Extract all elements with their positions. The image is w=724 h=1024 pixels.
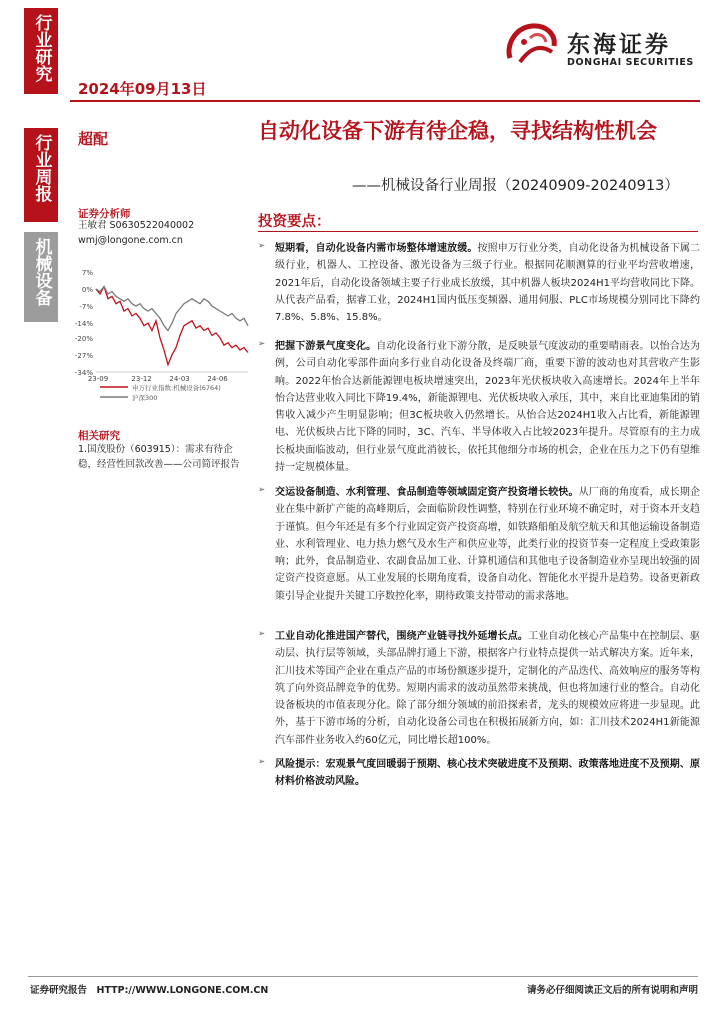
series-line-2 (96, 287, 248, 331)
footer-divider (28, 976, 698, 977)
report-date: 2024年09月13日 (78, 80, 207, 98)
side-tab-sector (24, 232, 58, 322)
side-tab-label: 行业研究 (31, 14, 52, 82)
side-tab-label: 行业周报 (31, 134, 52, 202)
bullet-arrow-icon: ➢ (258, 485, 266, 495)
company-logo-icon (500, 18, 562, 70)
x-tick-label: 24-06 (207, 375, 228, 383)
y-tick-label: 0% (81, 286, 93, 295)
logo-cn-name: 东海证券 (567, 31, 671, 58)
legend-label-2: 沪深300 (132, 394, 158, 402)
key-point-body: 工业自动化核心产品集中在控制层、驱动层、执行层等领域，头部品牌打通上下游，根据客户行业特点提供一站式解决方案。近年来，汇川技术等国产企业在重点产品的市场份额逐步提升，定制化的产品迭代、高效响应的服务等构筑了向外资品牌竞争的优势。短期内需求的波动虽然带来挑战，但也将加速行业的整合。自动化设备板块的市值表现分化。除了部分细分领域的前沿探索者，龙头的规模效应将进一步显现。此外，基于下游市场的分析，自动化设备公司也在积极拓展新方向，如：汇川技术2024H1新能源汽车部件业务收入约60亿元，同比增长超100%。 (275, 631, 701, 746)
key-point-heading: 短期看，自动化设备内需市场整体增速放缓。 (275, 243, 478, 254)
key-point-body: 自动化设备行业下游分散，是反映景气度波动的重要晴雨表。以怡合达为例，公司自动化零部件面向多行业自动化设备及终端厂商，重要下游的波动也对其营收产生影响。2022年怡合达新能源锂电板块增速突出，2023年光伏板块收入高速增长。2024年上半年怡合达营业收入同比下降19.4%，新能源锂电、光伏板块收入承压，其中，来自比亚迪集团的销售收入减少产生明显影响；但3C板块收入仍然增长。从怡合达2024H1收入占比看，新能源锂电、光伏板块占比下降的同时，3C、汽车、半导体收入占比较2023年提升。尽管原有的主力成长板块面临波动，但行业景气度此消彼长，依托其他细分市场的机会，企业在压力之下仍有望维持一定规模体量。 (275, 341, 701, 474)
related-research-item[interactable]: 1.国茂股份（603915）：需求有待企稳，经营性回款改善——公司简评报告 (78, 444, 240, 470)
bullet-arrow-icon: ➢ (258, 757, 266, 767)
report-title: 自动化设备下游有待企稳，寻找结构性机会 (258, 119, 657, 143)
key-point-text (275, 338, 700, 476)
y-tick-label: -20% (74, 334, 93, 343)
key-point-heading: 把握下游景气度变化。 (275, 341, 377, 352)
performance-chart (66, 260, 254, 418)
analyst-label: 证券分析师 (78, 208, 131, 220)
key-point-heading: 风险提示：宏观景气度回暖弱于预期、核心技术突破进度不及预期、政策落地进度不及预期、原材料价格波动风险。 (275, 759, 700, 788)
key-point-body: 按照申万行业分类，自动化设备为机械设备下属二级行业，机器人、工控设备、激光设备为三级子行业。根据同花顺测算的行业平均营收增速，2021年后，自动化设备领域主要子行业成长放缓，其中机器人板块2024H1平均营收同比下降。从代表产品看，据睿工业，2024H1国内低压变频器、通用伺服、PLC市场规模分别同比下降约7.8%、5.8%、15.8%。 (275, 243, 701, 324)
bullet-arrow-icon: ➢ (258, 241, 266, 251)
performance-chart-svg (66, 260, 254, 418)
side-tab-industry-research (24, 8, 58, 94)
y-tick-label: -7% (79, 303, 93, 312)
logo-en-name: DONGHAI SECURITIES (567, 57, 694, 68)
y-tick-label: 7% (81, 269, 93, 277)
side-tab-label: 机械设备 (31, 238, 52, 306)
x-tick-label: 23-12 (131, 375, 152, 383)
y-tick-label: -27% (74, 351, 93, 360)
key-point-body: 从厂商的角度看，成长期企业在集中新扩产能的高峰期后，会面临阶段性调整，特别在行业环境不确定时，对于资本开支趋于谨慎。但今年还是有多个行业固定资产投资高增，如铁路船舶及航空航天和其他运输设备制造业、水利管理业、电力热力燃气及水生产和供应业等，此类行业的投资节奏一定程度上受政策影响；此外，食品制造业、农副食品加工业、计算机通信和其他电子设备制造业亦呈现出较强的固定资产投资意愿。从工业发展的长期角度看，设备自动化、智能化水平提升是趋势。设备更新政策引导企业提升关键工序数控化率，期待政策支持带动的需求落地。 (275, 487, 701, 602)
footer-left[interactable]: 证券研究报告 HTTP://WWW.LONGONE.COM.CN (30, 985, 269, 996)
analyst-name: 王敏君 S0630522040002 (78, 220, 195, 231)
key-point-2 (258, 338, 700, 476)
report-subtitle: ——机械设备行业周报（20240909-20240913） (352, 178, 679, 194)
key-point-5 (258, 756, 700, 791)
header-divider (70, 100, 700, 102)
rating-badge: 超配 (78, 130, 109, 148)
bullet-arrow-icon: ➢ (258, 629, 266, 639)
key-point-text (275, 484, 700, 605)
legend-label-1: 申万行业指数:机械设备(6764) (132, 384, 221, 392)
key-points-title: 投资要点： (258, 214, 331, 230)
footer-disclaimer: 请务必仔细阅读正文后的所有说明和声明 (526, 985, 698, 996)
x-tick-label: 23-09 (87, 375, 109, 383)
key-points-divider (258, 231, 698, 232)
key-point-text (275, 628, 700, 749)
key-point-text (275, 240, 700, 326)
key-point-3 (258, 484, 700, 605)
bullet-arrow-icon: ➢ (258, 339, 266, 349)
key-point-heading: 交运设备制造、水利管理、食品制造等领域固定资产投资增长较快。 (275, 487, 579, 498)
key-point-1 (258, 240, 700, 326)
y-tick-label: -34% (74, 369, 93, 377)
y-tick-label: -14% (74, 320, 93, 329)
key-point-heading: 工业自动化推进国产替代，围绕产业链寻找外延增长点。 (275, 631, 529, 642)
related-research-label: 相关研究 (78, 430, 120, 442)
x-tick-label: 24-03 (169, 375, 190, 383)
analyst-email[interactable]: wmj@longone.com.cn (78, 235, 183, 246)
side-tab-weekly-report (24, 128, 58, 222)
key-point-text (275, 756, 700, 791)
key-point-4 (258, 628, 700, 749)
